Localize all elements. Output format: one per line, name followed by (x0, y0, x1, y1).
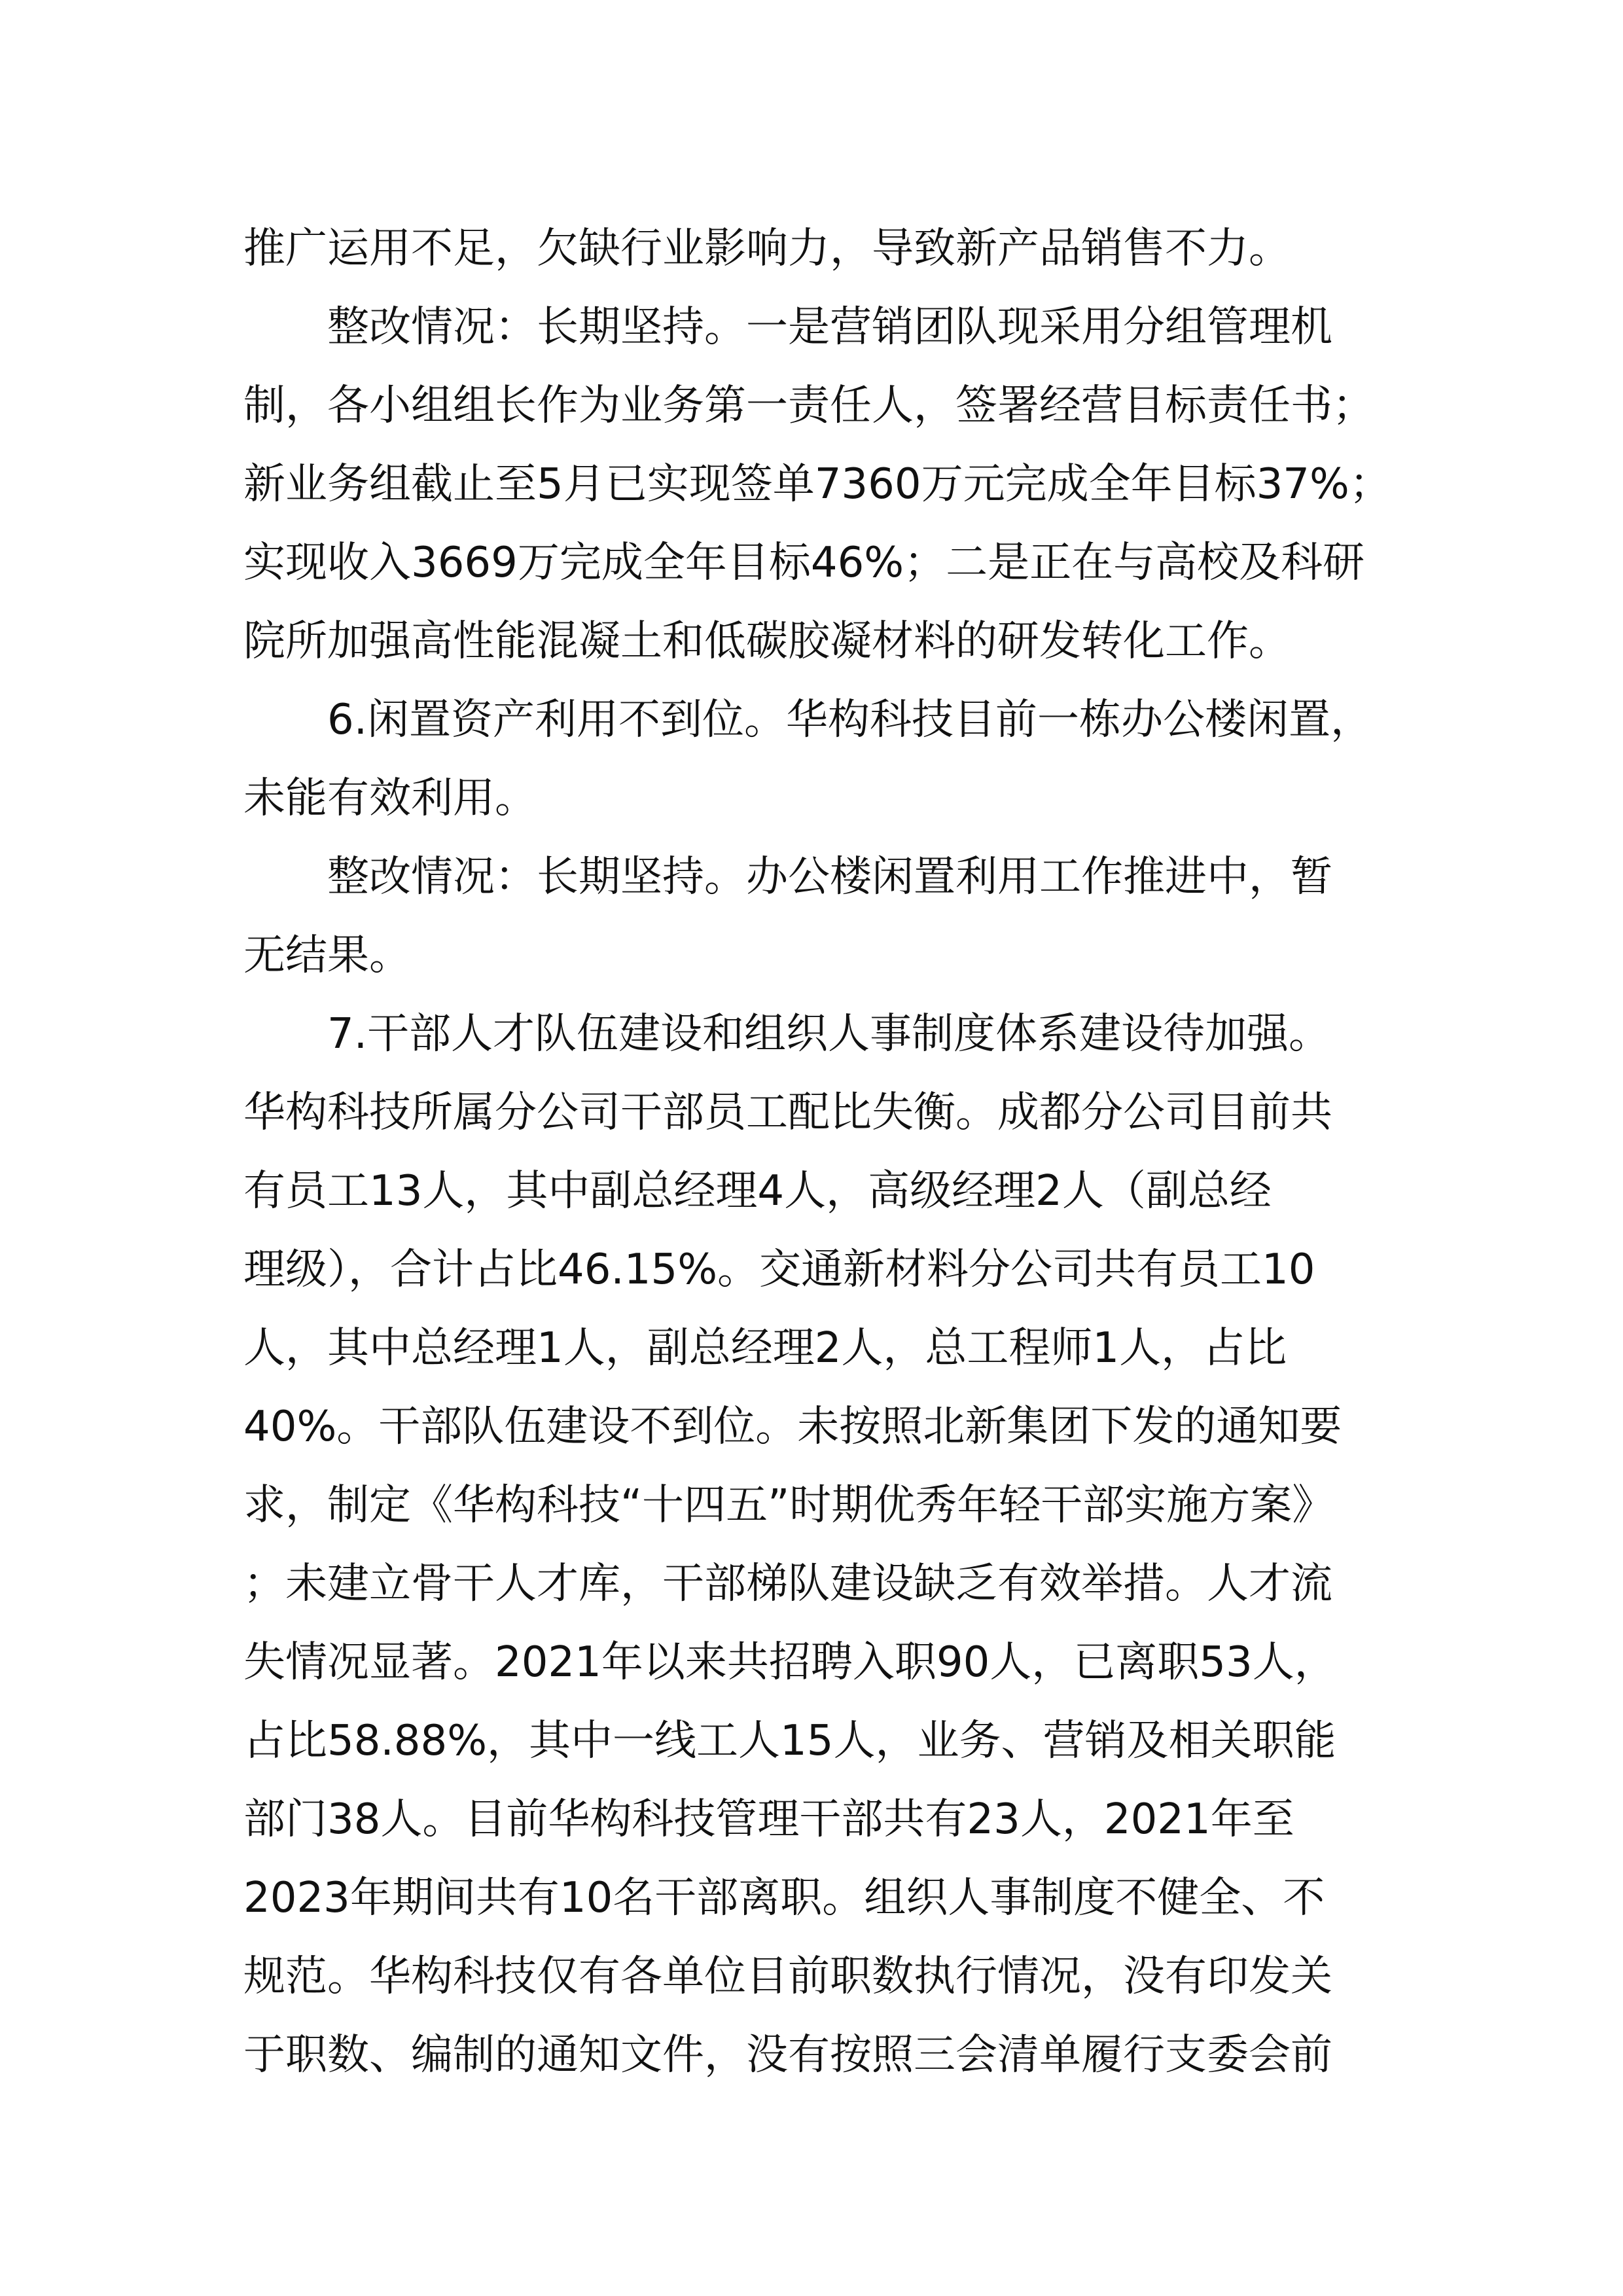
text-line: 华构科技所属分公司干部员工配比失衡。成都分公司目前共 (243, 1088, 1332, 1137)
text-line: 有员工13人，其中副总经理4人，高级经理2人（副总经 (243, 1167, 1272, 1215)
text-line: 院所加强高性能混凝土和低碳胶凝材料的研发转化工作。 (243, 617, 1291, 666)
text-line: 未能有效利用。 (243, 774, 537, 823)
text-line: 无结果。 (243, 931, 411, 980)
text-line: 整改情况：长期坚持。办公楼闲置利用工作推进中，暂 (327, 853, 1332, 901)
document-page (243, 209, 1391, 2094)
text-line: 规范。华构科技仅有各单位目前职数执行情况，没有印发关 (243, 1952, 1332, 2001)
text-line: 7.干部人才队伍建设和组织人事制度体系建设待加强。 (327, 1010, 1331, 1058)
text-line: ；未建立骨干人才库，干部梯队建设缺乏有效举措。人才流 (243, 1560, 1332, 1608)
text-line: 失情况显著。2021年以来共招聘入职90人，已离职53人， (243, 1638, 1336, 1687)
text-line: 实现收入3669万完成全年目标46%；二是正在与高校及科研 (243, 539, 1365, 587)
text-line: 40%。干部队伍建设不到位。未按照北新集团下发的通知要 (243, 1403, 1342, 1451)
text-line: 6.闲置资产利用不到位。华构科技目前一栋办公楼闲置， (327, 696, 1373, 744)
text-line: 人，其中总经理1人，副总经理2人，总工程师1人，占比 (243, 1324, 1287, 1372)
text-line: 求，制定《华构科技“十四五”时期优秀年轻干部实施方案》 (243, 1481, 1334, 1530)
text-line: 2023年期间共有10名干部离职。组织人事制度不健全、不 (243, 1874, 1325, 1922)
text-line: 制，各小组组长作为业务第一责任人，签署经营目标责任书； (243, 382, 1374, 430)
text-line: 于职数、编制的通知文件，没有按照三会清单履行支委会前 (243, 2031, 1332, 2079)
text-line: 新业务组截止至5月已实现签单7360万元完成全年目标37%； (243, 460, 1391, 509)
text-line: 理级），合计占比46.15%。交通新材料分公司共有员工10 (243, 1246, 1315, 1294)
text-line: 部门38人。目前华构科技管理干部共有23人，2021年至 (243, 1795, 1294, 1844)
text-line: 整改情况：长期坚持。一是营销团队现采用分组管理机 (327, 303, 1332, 351)
text-line: 推广运用不足，欠缺行业影响力，导致新产品销售不力。 (243, 224, 1291, 273)
text-line: 占比58.88%，其中一线工人15人，业务、营销及相关职能 (243, 1717, 1336, 1765)
